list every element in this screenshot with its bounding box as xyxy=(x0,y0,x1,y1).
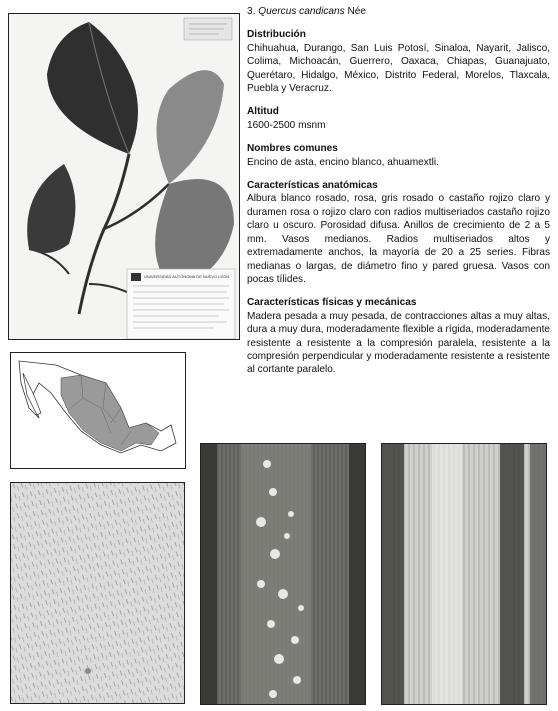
section-text: Albura blanco rosado, rosa, gris rosado o castaño rojizo claro y duramen rosa o rojizo claro con radios multiseriados castaño rojizo claro u oscuro. Porosidad difusa. Anillos de crecimiento de 2 a 5 mm. Vasos medianos. Radios multiseriados altos y extremadamente anchos, la mayoría de 20 a 25 series. Fibras medianas o largas, de diámetro fino y pared gruesa. Vasos con pocas tílides. xyxy=(247,193,550,285)
section-heading: Distribución xyxy=(247,29,306,41)
species-author: Née xyxy=(347,6,366,17)
section-text: 1600-2500 msnm xyxy=(247,119,326,131)
species-number: 3. xyxy=(247,6,256,17)
section-text: Encino de asta, encino blanco, ahuamextli. xyxy=(247,156,439,168)
wood-tangential-micrograph xyxy=(200,443,366,705)
section-common-names xyxy=(247,142,550,169)
section-distribution xyxy=(247,28,550,95)
specimen-label-institution: UNIVERSIDAD AUTÓNOMA DE NUEVO LEÓN xyxy=(144,274,230,279)
species-title xyxy=(247,5,550,18)
distribution-map xyxy=(10,352,186,469)
wood-cross-section-image xyxy=(10,482,185,704)
section-heading: Altitud xyxy=(247,106,279,118)
section-text: Madera pesada a muy pesada, de contracciones altas a muy altas, dura a muy dura, moderadamente flexible a rígida, moderadamente resistente a resistente a la compresión paralela, resistente a la compresión perpendicular y moderadamente resistente a resistente al cortante paralelo. xyxy=(247,310,550,376)
wood-radial-micrograph xyxy=(381,443,547,705)
section-heading: Características anatómicas xyxy=(247,180,378,192)
section-anatomical xyxy=(247,179,550,286)
section-text: Chihuahua, Durango, San Luis Potosí, Sinaloa, Nayarit, Jalisco, Colima, Michoacán, Guerrero, Oaxaca, Chiapas, Guanajuato, Querétaro, Hidalgo, México, Distrito Federal, Morelos, Tlaxcala, Puebla y Veracruz. xyxy=(247,42,550,95)
herbarium-specimen-image xyxy=(8,13,240,340)
section-physical-mechanical xyxy=(247,296,550,376)
section-altitude xyxy=(247,105,550,132)
species-description xyxy=(247,5,550,387)
section-heading: Características físicas y mecánicas xyxy=(247,297,417,309)
section-heading: Nombres comunes xyxy=(247,143,338,155)
species-name: Quercus candicans xyxy=(258,6,345,17)
